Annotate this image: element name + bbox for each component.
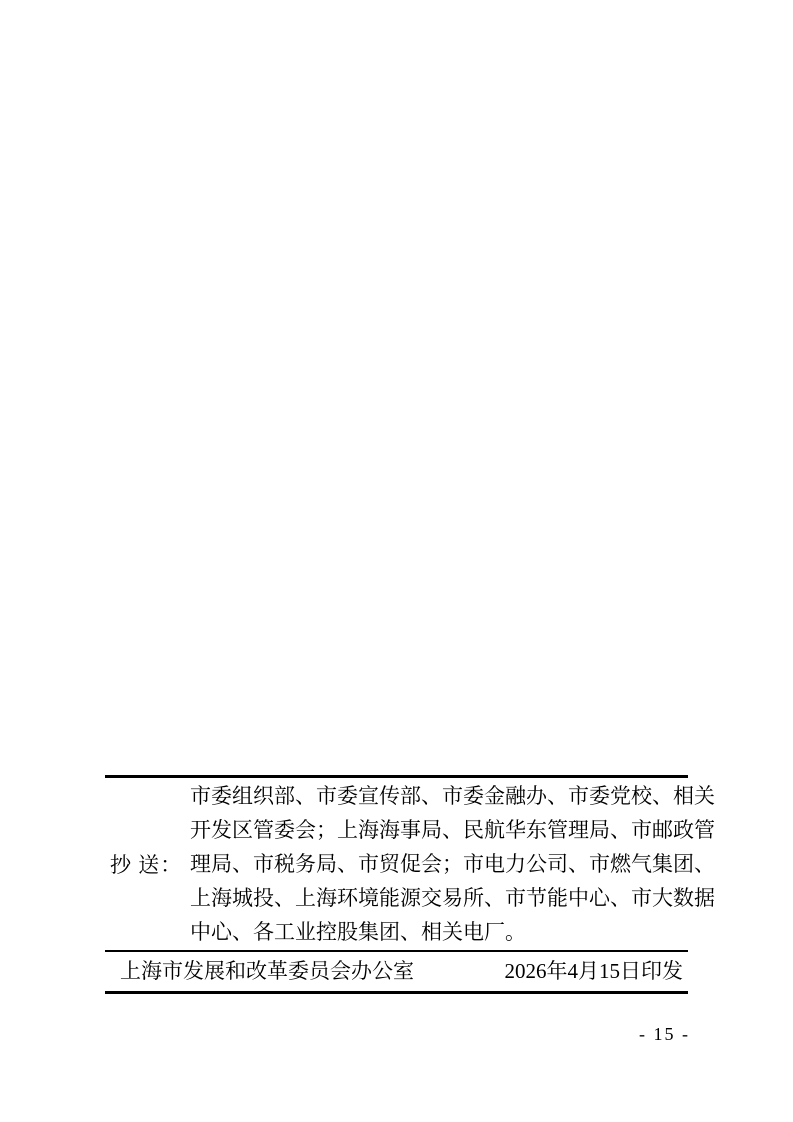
cc-line-4: 上海城投、上海环境能源交易所、市节能中心、市大数据 (190, 886, 715, 910)
issuing-office: 上海市发展和改革委员会办公室 (120, 959, 414, 983)
cc-section (105, 775, 715, 952)
cc-line-3: 理局、市税务局、市贸促会；市电力公司、市燃气集团、 (190, 852, 715, 876)
cc-line-1: 市委组织部、市委宣传部、市委金融办、市委党校、相关 (190, 784, 715, 808)
cc-recipient-list (190, 778, 715, 950)
print-date: 2026年4月15日印发 (504, 959, 683, 983)
cc-label: 抄 送： (110, 853, 183, 877)
cc-line-2: 开发区管委会；上海海事局、民航华东管理局、市邮政管 (190, 818, 715, 842)
cc-line-5: 中心、各工业控股集团、相关电厂。 (190, 920, 526, 944)
page-number: - 15 - (639, 1024, 690, 1044)
issuer-row (105, 949, 688, 994)
